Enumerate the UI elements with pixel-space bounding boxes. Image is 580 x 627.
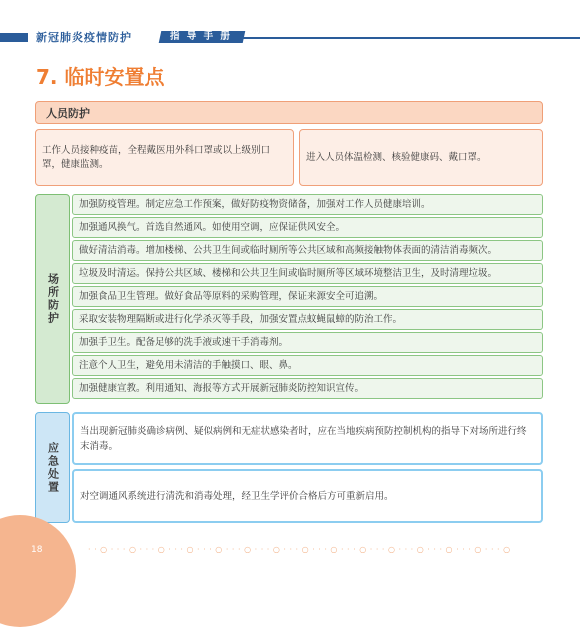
emergency-item [72, 469, 543, 523]
emergency-item-text: 对空调通风系统进行清洗和消毒处理，经卫生学评价合格后方可重新启用。 [80, 490, 394, 502]
venue-item: 注意个人卫生，避免用未清洁的手触摸口、眼、鼻。 [72, 355, 543, 376]
page-number-circle [0, 515, 76, 627]
header-title: 新冠肺炎疫情防护 [36, 31, 132, 44]
emergency-label: 应急处置 [46, 441, 60, 494]
personnel-right-box [299, 129, 543, 186]
emergency-item-text: 当出现新冠肺炎确诊病例、疑似病例和无症状感染者时，应在当地疾病预防控制机构的指导下对场所进行终末消毒。 [80, 425, 527, 452]
personnel-left-box [35, 129, 294, 186]
venue-item: 加强通风换气。首选自然通风。如使用空调，应保证供风安全。 [72, 217, 543, 238]
personnel-heading: 人员防护 [35, 101, 543, 124]
venue-label: 场所防护 [46, 273, 60, 325]
footer-dotted-divider: · · ○ · · · ○ · · · ○ · · · ○ · · · ○ · · · ○ · · · ○ · · · ○ · · · ○ · · · ○ · · · ○ · · · ○ · · · ○ · · · ○ · · · ○ [88, 545, 511, 554]
venue-item: 加强手卫生。配备足够的洗手液或速干手消毒剂。 [72, 332, 543, 353]
page-number: 18 [31, 545, 43, 555]
header-divider [240, 37, 580, 39]
venue-item: 加强健康宣教。利用通知、海报等方式开展新冠肺炎防控知识宣传。 [72, 378, 543, 399]
venue-item: 垃圾及时清运。保持公共区域、楼梯和公共卫生间或临时厕所等区域环境整洁卫生，及时清理垃圾。 [72, 263, 543, 284]
venue-list [72, 194, 543, 401]
personnel-left-text: 工作人员接种疫苗，全程戴医用外科口罩或以上级别口罩，健康监测。 [42, 144, 271, 170]
emergency-item [72, 412, 543, 465]
venue-item: 做好清洁消毒。增加楼梯、公共卫生间或临时厕所等公共区域和高频接触物体表面的清洁消毒频次。 [72, 240, 543, 261]
page-title: 7. 临时安置点 [36, 65, 165, 89]
header-tag-label: 指 导 手 册 [170, 31, 232, 42]
venue-item: 采取安装物理隔断或进行化学杀灭等手段，加强安置点蚊蝇鼠蟑的防治工作。 [72, 309, 543, 330]
venue-item: 加强食品卫生管理。做好食品等原料的采购管理，保证来源安全可追溯。 [72, 286, 543, 307]
personnel-right-text: 进入人员体温检测、核验健康码、戴口罩。 [306, 151, 487, 163]
venue-item: 加强防疫管理。制定应急工作预案，做好防疫物资储备，加强对工作人员健康培训。 [72, 194, 543, 215]
header-accent-bar [0, 33, 28, 42]
venue-label-box [35, 194, 70, 404]
emergency-label-box [35, 412, 70, 523]
header-tag [159, 31, 245, 43]
